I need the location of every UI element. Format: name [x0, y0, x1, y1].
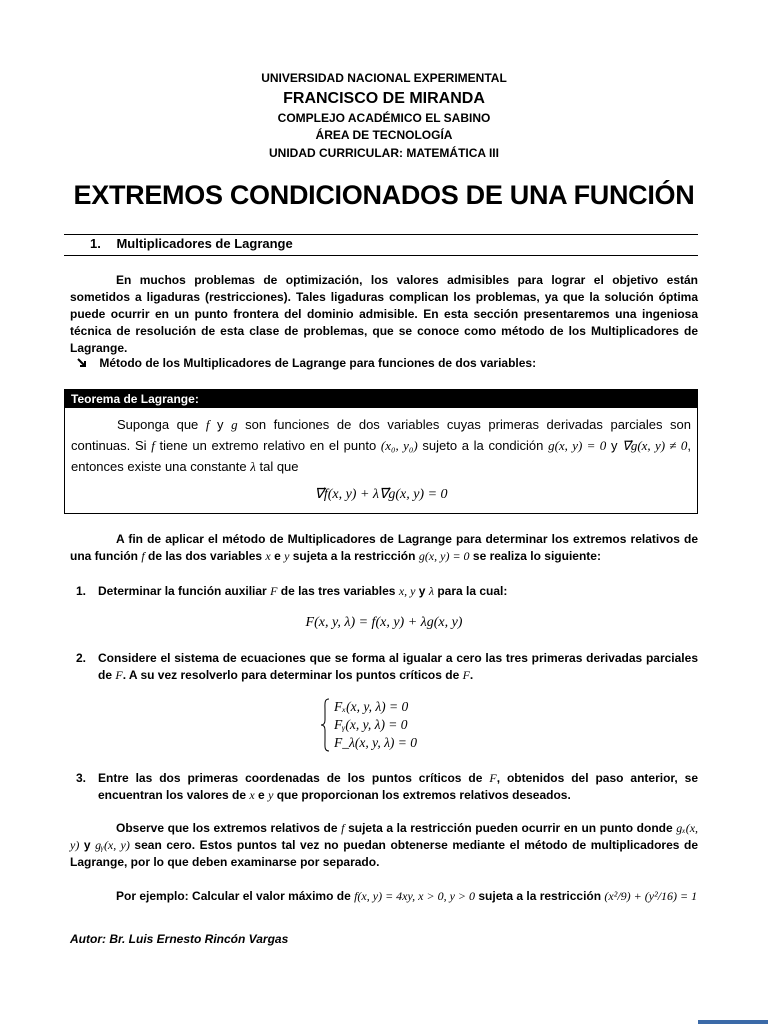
math-y: y	[268, 788, 274, 802]
step-text: , obtenidos del paso anterior, se encuentran los valores de	[98, 771, 699, 802]
complex-line: COMPLEJO ACADÉMICO EL SABINO	[277, 111, 491, 125]
system-brace	[320, 698, 330, 752]
step1-text	[98, 583, 698, 600]
step3-text	[98, 770, 698, 804]
observe-text: Observe que los extremos relativos de	[116, 821, 342, 835]
step2-number: 2.	[76, 651, 87, 665]
math-gradient: ∇⃗g(x, y) ≠ 0	[622, 438, 688, 453]
step-text: Entre las dos primeras coordenadas de los puntos críticos de	[98, 771, 490, 785]
math-lambda: λ	[250, 459, 256, 474]
step-text: e	[254, 788, 269, 802]
step-text: Determinar la función auxiliar	[98, 584, 271, 598]
system-eq-2: Fᵧ(x, y, λ) = 0	[334, 717, 408, 732]
system-eq-1: Fₓ(x, y, λ) = 0	[334, 699, 409, 714]
math-F: F	[489, 771, 497, 785]
step-text: Considere el sistema de ecuaciones que se forma al igualar a cero las tres primeras derivadas parciales de	[98, 651, 698, 682]
university-name: FRANCISCO DE MIRANDA	[283, 90, 485, 107]
section-number: 1.	[90, 236, 101, 251]
system-eq-3: F_λ(x, y, λ) = 0	[334, 735, 418, 750]
math-y: y	[284, 549, 290, 563]
math-point: (x₀, y₀)	[380, 438, 418, 453]
arrow-icon	[76, 357, 88, 369]
step1-equation: F(x, y, λ) = f(x, y) + λg(x, y)	[305, 615, 463, 630]
math-function: f(x, y) = 4xy, x > 0, y > 0	[354, 889, 476, 903]
math-x: x	[265, 549, 271, 563]
section-title: Multiplicadores de Lagrange	[116, 236, 293, 251]
theorem-body	[71, 414, 691, 477]
math-constraint: (x²/9) + (y²/16) = 1	[604, 889, 698, 903]
theorem-text: Suponga que	[117, 417, 206, 432]
theorem-text: son funciones de dos variables cuyas primeras derivadas parciales son continuas. Si	[71, 417, 691, 453]
step-text: y	[415, 584, 429, 598]
method-heading-text: Método de los Multiplicadores de Lagrange para funciones de dos variables:	[99, 356, 537, 370]
math-g: g	[231, 417, 238, 432]
math-gy: gᵧ(x, y)	[95, 838, 130, 852]
unit-line: UNIDAD CURRICULAR: MATEMÁTICA III	[269, 146, 499, 160]
theorem-text: y	[606, 438, 623, 453]
example-text: Calcular el valor máximo de	[188, 889, 355, 903]
step-text: para la cual:	[434, 584, 508, 598]
theorem-title: Teorema de Lagrange:	[65, 390, 697, 408]
example-text: sujeta a la restricción	[475, 889, 605, 903]
math-f: f	[205, 417, 210, 432]
observe-text: y	[79, 838, 96, 852]
math-f: f	[141, 549, 145, 563]
section-heading	[90, 236, 293, 251]
theorem-text: tal que	[255, 459, 299, 474]
apply-text: e	[270, 549, 285, 563]
observe-paragraph	[70, 820, 698, 871]
apply-text: A fin de aplicar el método de Multiplicadores de Lagrange para determinar los extremos relativos de una función	[70, 532, 698, 563]
section-rule-top	[64, 234, 698, 235]
author-line: Autor: Br. Luis Ernesto Rincón Vargas	[70, 932, 289, 946]
math-F: F	[270, 584, 278, 598]
math-gx: gₓ(x, y)	[70, 821, 699, 852]
apply-text: de las dos variables	[144, 549, 266, 563]
math-f: f	[341, 821, 345, 835]
step-text: . A su vez resolverlo para determinar los puntos críticos de	[122, 668, 463, 682]
theorem-text: sujeto a la condición	[417, 438, 549, 453]
math-condition: g(x, y) = 0	[418, 549, 470, 563]
theorem-text: tiene un extremo relativo en el punto	[154, 438, 381, 453]
math-F: F	[115, 668, 123, 682]
step-text: que proporcionan los extremos relativos deseados.	[273, 788, 571, 802]
page-title: EXTREMOS CONDICIONADOS DE UNA FUNCIÓN	[73, 180, 695, 210]
math-lambda: λ	[428, 584, 435, 598]
page-corner-accent	[698, 1020, 768, 1024]
step2-text	[98, 650, 698, 684]
math-F: F	[462, 668, 470, 682]
step1-number: 1.	[76, 584, 87, 598]
theorem-text: y	[209, 417, 232, 432]
area-line: ÁREA DE TECNOLOGÍA	[315, 128, 453, 142]
step-text: de las tres variables	[277, 584, 399, 598]
method-heading	[76, 356, 536, 370]
example-label: Por ejemplo:	[116, 889, 189, 903]
example-paragraph	[70, 888, 698, 905]
university-line: UNIVERSIDAD NACIONAL EXPERIMENTAL	[261, 71, 507, 85]
step3-number: 3.	[76, 771, 87, 785]
math-condition: g(x, y) = 0	[548, 438, 607, 453]
intro-paragraph: En muchos problemas de optimización, los valores admisibles para lograr el objetivo están sometidos a ligaduras (restricciones). Tales ligaduras complican los problemas, ya que la solución óptima puede ocurrir en un punto frontera del dominio admisible. En esta sección presentaremos una ingeniosa técnica de resolución de esta clase de problemas, que se conoce como método de los Multiplicadores de Lagrange.	[70, 273, 698, 355]
theorem-text: , entonces existe una constante	[71, 438, 691, 474]
apply-paragraph	[70, 531, 698, 565]
apply-text: sujeta a la restricción	[289, 549, 419, 563]
math-f: f	[151, 438, 155, 453]
theorem-equation: ∇⃗f(x, y) + λ∇⃗g(x, y) = 0	[314, 487, 448, 502]
observe-text: sujeta a la restricción pueden ocurrir en un punto donde	[344, 821, 677, 835]
step-text: .	[469, 668, 474, 682]
theorem-box	[64, 389, 698, 514]
section-rule-bottom	[64, 255, 698, 256]
apply-text: se realiza lo siguiente:	[469, 549, 601, 563]
math-x: x	[249, 788, 255, 802]
observe-text: sean cero. Estos puntos tal vez no puedan obtenerse mediante el método de multiplicadores de Lagrange, por lo que deben examinarse por separado.	[70, 838, 698, 869]
math-vars: x, y	[398, 584, 416, 598]
